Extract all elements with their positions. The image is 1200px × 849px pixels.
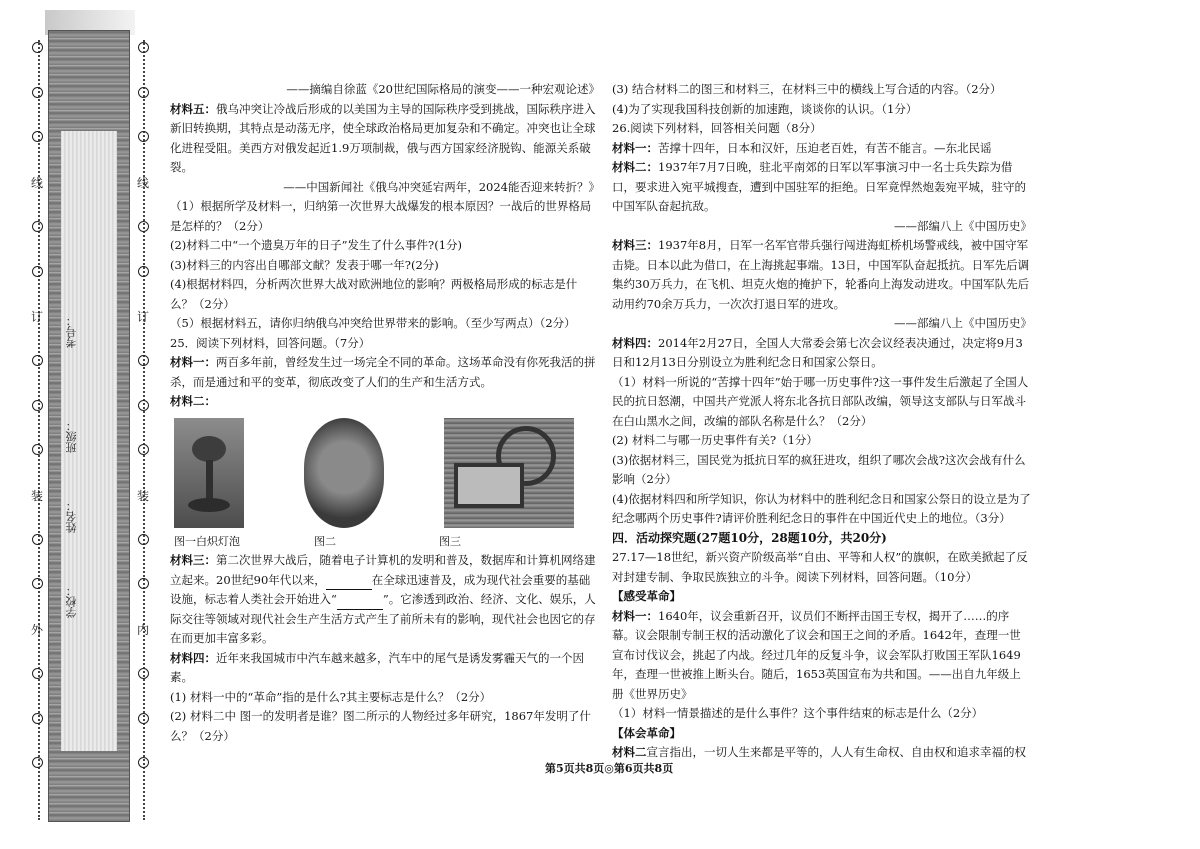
material-text: 1937年8月，日军一名军官带兵强行闯进海虹桥机场警戒线，被中国守军击毙。日本以此为借口，在上海挑起事端。13日，中国军队奋起抵抗。日军先后调集约30万兵力，在飞机、坦克火炮的掩护下，轮番向上海发动进攻。中国军队先后动用约70余万兵力，一次次打退日军的进攻。	[612, 238, 1030, 311]
outer-cut-line	[38, 40, 40, 820]
material-text: ”。它渗透到政治、经济、文化、娱乐，人际交往等领域对现代社会生产生活方式产生了前所未有的影响，现代社会也因它的存在而更加丰富多彩。	[170, 592, 596, 645]
binding-circle	[30, 668, 44, 682]
name-label: 姓名：	[65, 500, 78, 533]
binding-character: 订	[136, 310, 149, 325]
material-one	[612, 607, 1032, 705]
binding-circle	[30, 355, 44, 369]
binding-circle	[30, 266, 44, 280]
material-text: 1937年7月7日晚，驻北平南郊的日军以军事演习中一名士兵失踪为借口，要求进入宛平城搜查，遭到中国驻军的拒绝。日军竟悍然炮轰宛平城，驻守的中国军队奋起抗敌。	[612, 160, 1026, 213]
material-label: 材料五：	[170, 101, 216, 116]
question-heading: 27.17—18世纪，新兴资产阶级高举“自由、平等和人权”的旗帜，在欧美掀起了反对封建专制、争取民族独立的斗争。阅读下列材料，回答问题。（10分）	[612, 550, 1028, 584]
material-three	[170, 551, 600, 649]
material-label: 材料三：	[170, 553, 216, 567]
binding-circle	[30, 713, 44, 727]
material-label: 材料二：	[170, 394, 216, 408]
binding-circle	[136, 221, 150, 235]
material-label: 材料二：	[612, 160, 658, 174]
subsection-heading: 【感受革命】	[612, 589, 681, 603]
binding-circle	[136, 757, 150, 771]
binding-character: 外	[30, 623, 43, 638]
material-one	[170, 353, 600, 392]
figure-row	[174, 418, 574, 528]
binding-character: 线	[136, 176, 149, 191]
question: (4)根据材料四，分析两次世界大战对欧洲地位的影响？两极格局形成的标志是什么？（2分）	[170, 277, 578, 311]
material-label: 材料二	[612, 745, 647, 759]
binding-circle	[136, 266, 150, 280]
binding-circle	[136, 444, 150, 458]
material-text: 俄乌冲突让冷战后形成的以美国为主导的国际秩序受到挑战，国际秩序进入新旧转换期，其特点是动荡无序，使全球政治格局更加复杂和不确定。冲突也让全球化进程受阻。美西方对俄发起近1.9万项制裁，俄与西方国家经济脱钩、能源关系破裂。	[170, 101, 596, 174]
internet-globe-image	[444, 418, 574, 528]
binding-circle	[136, 534, 150, 548]
material-four	[170, 649, 600, 688]
light-bulb-image	[174, 418, 244, 528]
material-text: 2014年2月27日，全国人大常委会第七次会议经表决通过，决定将9月3日和12月13日分别设立为胜利纪念日和国家公祭日。	[612, 335, 1023, 369]
question: (2)材料二中“一个遗臭万年的日子”发生了什么事件?(1分)	[170, 238, 463, 252]
binding-character: 装	[30, 489, 43, 504]
binding-circle	[136, 713, 150, 727]
material-label: 材料三：	[612, 238, 658, 252]
figure-caption: 图一白炽灯泡	[174, 534, 240, 548]
binding-character: 装	[136, 489, 149, 504]
exam-number-label: 考号：	[65, 315, 78, 348]
binding-circle	[136, 355, 150, 369]
material-one	[612, 139, 1032, 159]
question: （5）根据材料五，请你归纳俄乌冲突给世界带来的影响。（至少写两点）（2分）	[170, 316, 576, 330]
left-column	[170, 80, 600, 746]
question: （1）材料一所说的“苦撑十四年”始于哪一历史事件?这一事件发生后激起了全国人民的抗日怒潮，中国共产党派人将东北各抗日部队改编，领导这支部队与日军战斗在白山黑水之间，改编的部队名称是什么？（2分）	[612, 374, 1029, 428]
material-text: 1640年，议会重新召开，议员们不断抨击国王专权，揭开了……的序幕。议会限制专制王权的活动激化了议会和国王之间的矛盾。1642年，查理一世宣布讨伐议会，挑起了内战。经过几年的反复斗争，议会军队打败国王军队1649年，查理一世被推上断头台。随后，1653英国宣布为共和国。——出自九年级上册《世界历史》	[612, 608, 1021, 701]
binding-circle	[30, 42, 44, 56]
binding-character: 线	[30, 176, 43, 191]
material-text: 宣言指出，一切人生来都是平等的，人人有生命权、自由权和追求幸福的权	[646, 745, 1026, 759]
binding-character: 订	[30, 310, 43, 325]
question: (3)依据材料三，国民党为抵抗日军的疯狂进攻，组织了哪次会战?这次会战有什么影响（2分）	[612, 452, 1026, 486]
figure-caption: 图三	[439, 534, 461, 548]
source-citation: ——中国新闻社《俄乌冲突延宕两年，2024能否迎来转折？》	[283, 179, 600, 194]
question: (4)为了实现我国科技创新的加速跑，谈谈你的认识。（1分）	[612, 101, 918, 116]
binding-character: 内	[136, 623, 149, 638]
material-text: 近年来我国城市中汽车越来越多，汽车中的尾气是诱发雾霾天气的一个因素。	[170, 650, 584, 684]
material-label: 材料四：	[170, 650, 216, 665]
material-text: 苦撑十四年，日本和汉奸，压迫老百姓，有苦不能言。—东北民谣	[658, 140, 992, 155]
binding-circle	[30, 757, 44, 771]
class-label: 班级：	[65, 420, 78, 453]
material-text: 两百多年前，曾经发生过一场完全不同的革命。这场革命没有你死我活的拼杀，而是通过和平的变革，彻底改变了人们的生产和生活方式。	[170, 355, 596, 389]
page-footer: 第5页共8页◎第6页共8页	[545, 762, 674, 775]
material-two	[612, 743, 1032, 763]
material-label: 材料一：	[170, 355, 216, 369]
right-column	[612, 80, 1032, 763]
binding-circle	[30, 400, 44, 414]
material-label: 材料四：	[612, 335, 658, 350]
school-label: 学校：	[65, 585, 78, 618]
question: (3) 结合材料二的图三和材料三，在材料三中的横线上写合适的内容。（2分）	[612, 82, 1002, 96]
binding-circle	[136, 400, 150, 414]
binding-circle	[136, 87, 150, 101]
binding-circle	[30, 221, 44, 235]
question: （1）根据所学及材料一，归纳第一次世界大战爆发的根本原因？一战后的世界格局是怎样的？（2分）	[170, 199, 592, 233]
inner-cut-line	[143, 40, 145, 820]
binding-circle	[136, 42, 150, 56]
binding-strip	[48, 30, 130, 822]
question-heading: 25．阅读下列材料，回答问题。（7分）	[170, 335, 371, 350]
binding-circle	[30, 578, 44, 592]
binding-circle	[30, 87, 44, 101]
material-five	[170, 100, 600, 178]
material-four	[612, 334, 1032, 373]
material-two	[612, 158, 1032, 217]
portrait-image	[304, 418, 384, 528]
question: (4)依据材料四和所学知识，你认为材料中的胜利纪念日和国家公祭日的设立是为了纪念哪两个历史事件?请评价胜利纪念日的事件在中国近代史上的地位。（3分）	[612, 491, 1031, 525]
binding-margin	[0, 0, 160, 849]
source-citation: ——部编八上《中国历史》	[894, 316, 1032, 330]
binding-circle	[136, 578, 150, 592]
question: (3)材料三的内容出自哪部文献？发表于哪一年?(2分)	[170, 257, 439, 272]
source-citation: ——部编八上《中国历史》	[894, 218, 1032, 233]
source-citation: ——摘编自徐蓝《20世纪国际格局的演变——一种宏观论述》	[286, 82, 600, 96]
material-text: 在全球迅速普及，成为现代社会重要的基础设施，标志着人类社会开始进入“	[170, 572, 591, 606]
figure-captions	[174, 532, 574, 552]
material-label: 材料一：	[612, 608, 658, 623]
question: (1) 材料一中的“革命”指的是什么?其主要标志是什么？（2分）	[170, 689, 492, 704]
question: (2) 材料二中 图一的发明者是谁？图二所示的人物经过多年研究，1867年发明了什么？（2分）	[170, 709, 591, 743]
figure-caption: 图二	[314, 534, 336, 548]
binding-circle	[30, 444, 44, 458]
question-heading: 26.阅读下列材料，回答相关问题（8分）	[612, 121, 822, 135]
material-label: 材料一：	[612, 140, 658, 155]
binding-circle	[30, 131, 44, 145]
answer-blank[interactable]	[326, 577, 372, 590]
material-text: 第二次世界大战后，随着电子计算机的发明和普及，数据库和计算机网络建立起来。20世纪90年代以来，	[170, 553, 596, 587]
material-three	[612, 236, 1032, 314]
subsection-heading: 【体会革命】	[612, 725, 681, 740]
question: (2) 材料二与哪一历史事件有关?（1分）	[612, 433, 818, 447]
section-heading: 四．活动探究题(27题10分，28题10分，共20分)	[612, 530, 887, 545]
binding-circle	[136, 131, 150, 145]
answer-blank[interactable]	[337, 597, 383, 610]
binding-circle	[136, 668, 150, 682]
binding-circle	[30, 534, 44, 548]
question: （1）材料一情景描述的是什么事件？这个事件结束的标志是什么（2分）	[612, 706, 984, 720]
